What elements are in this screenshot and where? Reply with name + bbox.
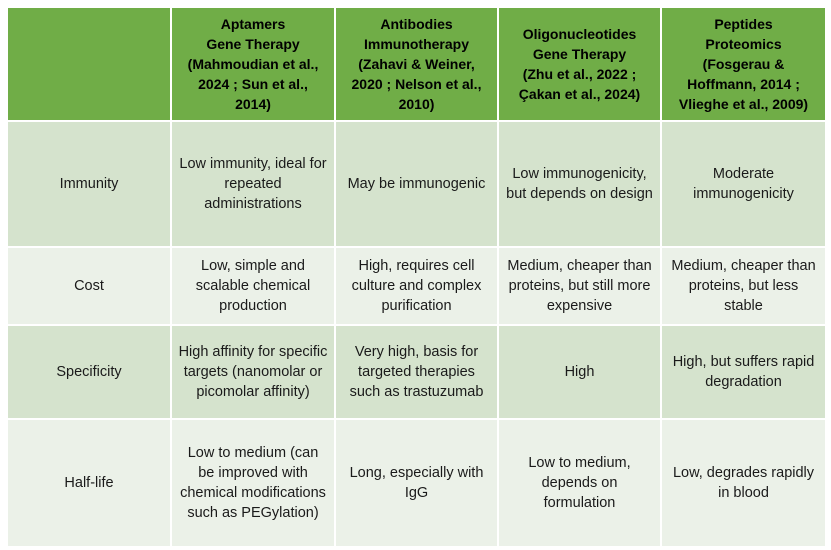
cell-half-life-aptamers: Low to medium (can be improved with chemical modifications such as PEGylation)	[171, 419, 335, 547]
header-peptides: Peptides Proteomics (Fosgerau & Hoffmann, 2014 ; Vlieghe et al., 2009)	[661, 7, 826, 121]
header-row	[7, 7, 826, 121]
cell-immunity-antibodies: May be immunogenic	[335, 121, 498, 247]
comparison-table	[6, 6, 827, 548]
row-label-half-life: Half-life	[7, 419, 171, 547]
cell-immunity-aptamers: Low immunity, ideal for repeated administrations	[171, 121, 335, 247]
cell-half-life-peptides: Low, degrades rapidly in blood	[661, 419, 826, 547]
cell-specificity-antibodies: Very high, basis for targeted therapies such as trastuzumab	[335, 325, 498, 419]
table-row-half-life	[7, 419, 826, 547]
cell-specificity-peptides: High, but suffers rapid degradation	[661, 325, 826, 419]
cell-half-life-antibodies: Long, especially with IgG	[335, 419, 498, 547]
table-row-specificity	[7, 325, 826, 419]
row-label-specificity: Specificity	[7, 325, 171, 419]
cell-cost-oligonucleotides: Medium, cheaper than proteins, but still more expensive	[498, 247, 661, 325]
cell-immunity-peptides: Moderate immunogenicity	[661, 121, 826, 247]
table-row-cost	[7, 247, 826, 325]
table-row-immunity	[7, 121, 826, 247]
row-label-immunity: Immunity	[7, 121, 171, 247]
cell-immunity-oligonucleotides: Low immunogenicity, but depends on design	[498, 121, 661, 247]
row-label-cost: Cost	[7, 247, 171, 325]
header-aptamers: Aptamers Gene Therapy (Mahmoudian et al., 2024 ; Sun et al., 2014)	[171, 7, 335, 121]
header-corner-cell	[7, 7, 171, 121]
cell-cost-aptamers: Low, simple and scalable chemical production	[171, 247, 335, 325]
header-antibodies: Antibodies Immunotherapy (Zahavi & Weiner, 2020 ; Nelson et al., 2010)	[335, 7, 498, 121]
cell-half-life-oligonucleotides: Low to medium, depends on formulation	[498, 419, 661, 547]
comparison-table-container	[6, 6, 825, 544]
header-oligonucleotides: Oligonucleotides Gene Therapy (Zhu et al., 2022 ; Çakan et al., 2024)	[498, 7, 661, 121]
cell-cost-antibodies: High, requires cell culture and complex purification	[335, 247, 498, 325]
cell-specificity-aptamers: High affinity for specific targets (nanomolar or picomolar affinity)	[171, 325, 335, 419]
cell-specificity-oligonucleotides: High	[498, 325, 661, 419]
cell-cost-peptides: Medium, cheaper than proteins, but less stable	[661, 247, 826, 325]
